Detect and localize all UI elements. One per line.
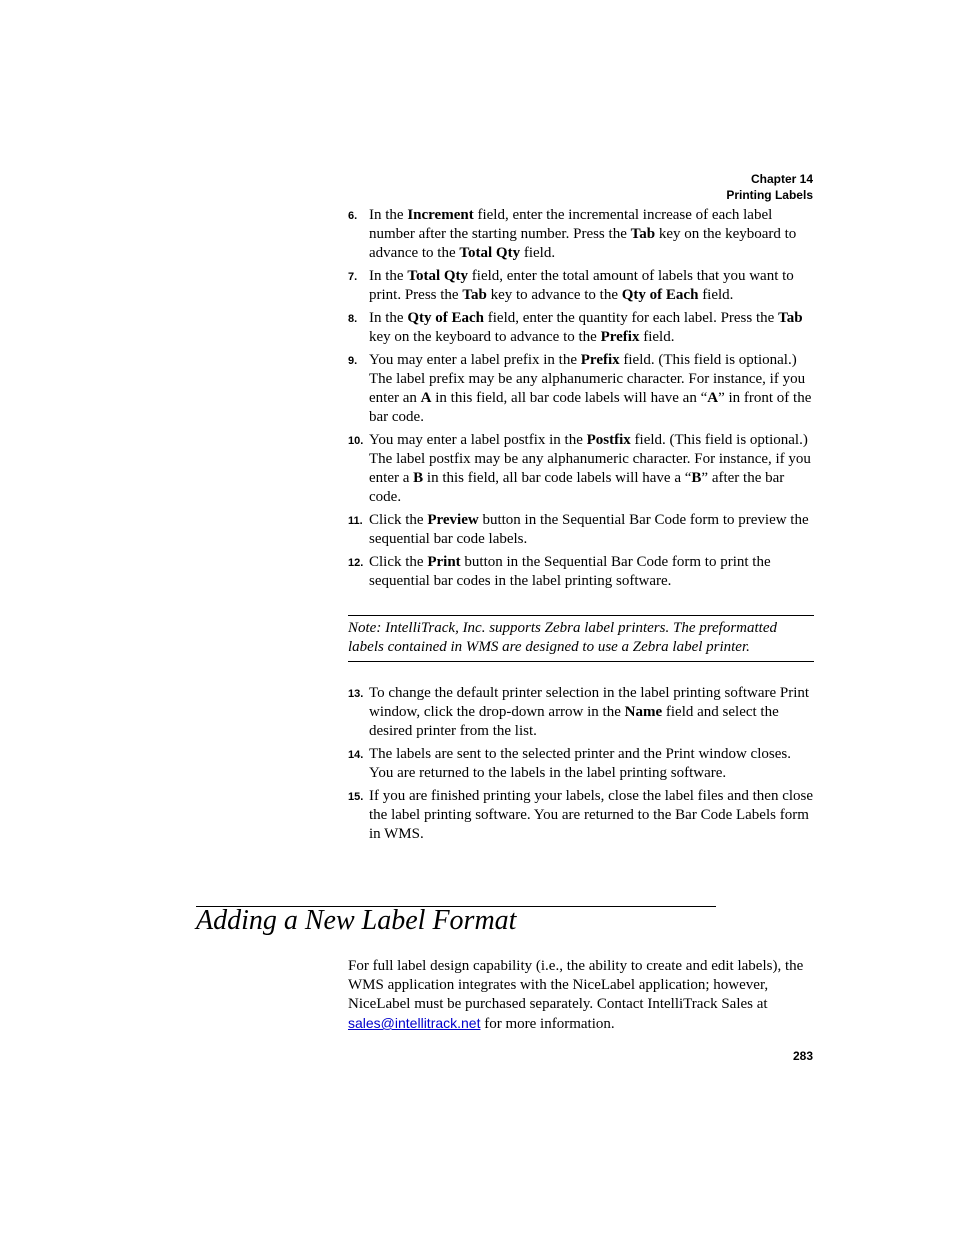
step-field-name: Increment: [407, 207, 474, 223]
step-number: 8.: [348, 313, 358, 325]
step-text-run: field, enter the incremental increase of each label number after the starting number. Press the: [369, 207, 773, 242]
step-text-run: in this field, all bar code labels will have an “: [431, 390, 708, 406]
step-text-run: The labels are sent to the selected printer and the Print window closes. You are returned to the labels in the label printing software.: [369, 746, 791, 781]
step-text-run: You may enter a label postfix in the: [369, 432, 587, 448]
step-field-name: Prefix: [580, 352, 620, 368]
chapter-label: Chapter 14: [750, 172, 813, 186]
step-text-run: If you are finished printing your labels, close the label files and then close the label printing software. You are returned to the Bar Code Labels form in WMS.: [369, 788, 814, 842]
step-text: [369, 685, 809, 739]
step-item: [348, 267, 814, 305]
step-text-run: button in the Sequential Bar Code form to preview the sequential bar code labels.: [369, 512, 809, 547]
step-field-name: Tab: [462, 287, 487, 303]
step-text-run: field. (This field is optional.) The label prefix may be any alphanumeric character. For instance, if you enter an: [369, 352, 806, 406]
step-field-name: Total Qty: [407, 268, 469, 284]
step-number: 13.: [348, 688, 364, 700]
step-item: [348, 351, 814, 427]
step-field-name: Postfix: [586, 432, 631, 448]
step-text-run: Click the: [369, 554, 428, 570]
step-text-run: ” after the bar code.: [369, 470, 785, 505]
step-text: [369, 746, 791, 781]
step-number: 14.: [348, 749, 364, 761]
section-heading: Adding a New Label Format: [196, 905, 517, 936]
step-text-run: To change the default printer selection in the label printing software Print window, click the drop-down arrow in the: [369, 685, 810, 720]
step-text: [369, 554, 771, 589]
step-field-name: A: [420, 390, 432, 406]
step-text-run: in this field, all bar code labels will have a “: [423, 470, 692, 486]
step-field-name: Tab: [630, 226, 656, 242]
step-field-name: Total Qty: [459, 245, 521, 261]
step-text-run: In the: [369, 207, 408, 223]
step-item: [348, 787, 814, 844]
step-field-name: B: [691, 470, 702, 486]
step-text-run: Click the: [369, 512, 428, 528]
step-text-run: In the: [369, 268, 408, 284]
step-item: [348, 684, 814, 741]
step-item: [348, 745, 814, 783]
step-text-run: field.: [520, 245, 556, 261]
step-text: [369, 432, 811, 505]
step-field-name: Qty of Each: [621, 287, 699, 303]
section-label: Printing Labels: [726, 188, 813, 202]
step-number: 9.: [348, 355, 358, 367]
step-text: [369, 352, 811, 425]
step-field-name: Preview: [427, 512, 479, 528]
page-number: 283: [792, 1049, 813, 1063]
step-text: [369, 512, 809, 547]
step-text-run: field, enter the total amount of labels that you want to print. Press the: [369, 268, 794, 303]
step-number: 10.: [348, 435, 364, 447]
step-number: 12.: [348, 557, 364, 569]
step-field-name: Tab: [778, 310, 803, 326]
intro-paragraph: [348, 957, 814, 1034]
step-field-name: Qty of Each: [407, 310, 484, 326]
step-field-name: A: [707, 390, 719, 406]
step-text-run: In the: [369, 310, 408, 326]
step-item: [348, 511, 814, 549]
step-text-run: key on the keyboard to advance to the: [369, 226, 797, 261]
step-field-name: Name: [624, 704, 663, 720]
step-number: 15.: [348, 791, 364, 803]
step-text-run: button in the Sequential Bar Code form to print the sequential bar codes in the label printing software.: [369, 554, 771, 589]
step-number: 11.: [348, 515, 363, 527]
steps-list-continued: [348, 684, 814, 844]
sales-email-link[interactable]: sales@intellitrack.net: [348, 1015, 481, 1031]
step-field-name: Print: [427, 554, 461, 570]
step-text-run: field and select the desired printer from the list.: [369, 704, 779, 739]
steps-list: [348, 206, 814, 591]
step-text: [369, 310, 803, 345]
step-number: 6.: [348, 210, 358, 222]
step-text-run: field, enter the quantity for each label. Press the: [484, 310, 779, 326]
step-item: [348, 309, 814, 347]
step-text-run: key on the keyboard to advance to the: [369, 329, 601, 345]
step-text-run: field. (This field is optional.) The label postfix may be any alphanumeric character. For instance, if you enter a: [369, 432, 811, 486]
step-item: [348, 206, 814, 263]
step-text-run: field.: [698, 287, 734, 303]
step-item: [348, 553, 814, 591]
step-text: [369, 788, 813, 842]
step-item: [348, 431, 814, 507]
note-box: Note: IntelliTrack, Inc. supports Zebra label printers. The preformatted labels contained in WMS are designed to use a Zebra label printer.: [348, 615, 814, 662]
step-number: 7.: [348, 271, 358, 283]
step-text-run: ” in front of the bar code.: [369, 390, 812, 425]
step-text-run: field.: [639, 329, 675, 345]
step-text: [369, 207, 796, 261]
paragraph-text-end: for more information.: [480, 1016, 615, 1032]
running-header: [726, 171, 813, 203]
step-text: [369, 268, 794, 303]
step-text-run: You may enter a label prefix in the: [369, 352, 581, 368]
step-text-run: key to advance to the: [486, 287, 622, 303]
step-field-name: Prefix: [600, 329, 640, 345]
steps-content: [348, 206, 814, 848]
paragraph-text: For full label design capability (i.e., the ability to create and edit labels), the WMS application integrates with the NiceLabel application; however, NiceLabel must be purchased separately. Contact IntelliTrack Sales at: [348, 958, 804, 1012]
step-field-name: B: [413, 470, 424, 486]
